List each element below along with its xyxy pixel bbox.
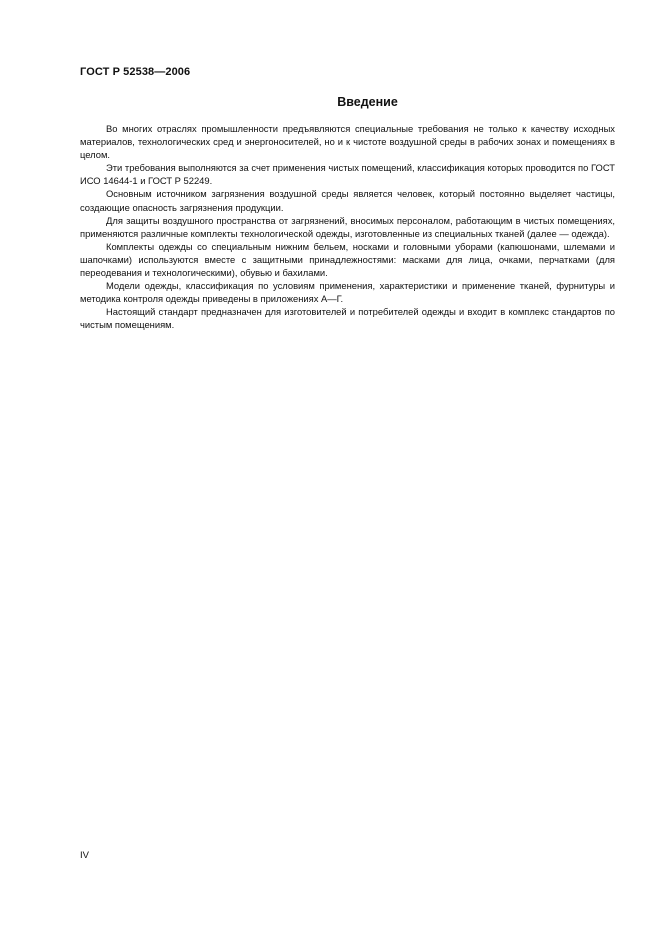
paragraph: Эти требования выполняются за счет применения чистых помещений, классификация которых проводится по ГОСТ ИСО 14644-1 и ГОСТ Р 52249. (80, 162, 615, 187)
paragraph: Настоящий стандарт предназначен для изготовителей и потребителей одежды и входит в комплекс стандартов по чистым помещениям. (80, 306, 615, 331)
paragraph: Комплекты одежды со специальным нижним бельем, носками и головными уборами (капюшонами, шлемами и шапочками) используются вместе с защитными принадлежностями: масками для лица, очками, перчатками (для переодевания и технологическими), обувью и бахилами. (80, 240, 615, 279)
paragraph: Основным источником загрязнения воздушной среды является человек, который постоянно выделяет частицы, создающие опасность загрязнения продукции. (80, 188, 615, 213)
document-header: ГОСТ Р 52538—2006 (80, 66, 191, 78)
paragraph: Во многих отраслях промышленности предъявляются специальные требования не только к качеству исходных материалов, технологических сред и энергоносителей, но и к чистоте воздушной среды в рабочих зонах и помещениях в целом. (80, 123, 615, 161)
paragraph: Модели одежды, классификация по условиям применения, характеристики и применение тканей, фурнитуры и методика контроля одежды приведены в приложениях А—Г. (80, 280, 615, 305)
section-title: Введение (337, 95, 398, 109)
page-number: IV (80, 850, 89, 861)
section-body (80, 122, 615, 332)
paragraph: Для защиты воздушного пространства от загрязнений, вносимых персоналом, работающим в чистых помещениях, применяются различные комплекты технологической одежды, изготовленные из специальных тканей (далее — одежда). (80, 214, 615, 239)
